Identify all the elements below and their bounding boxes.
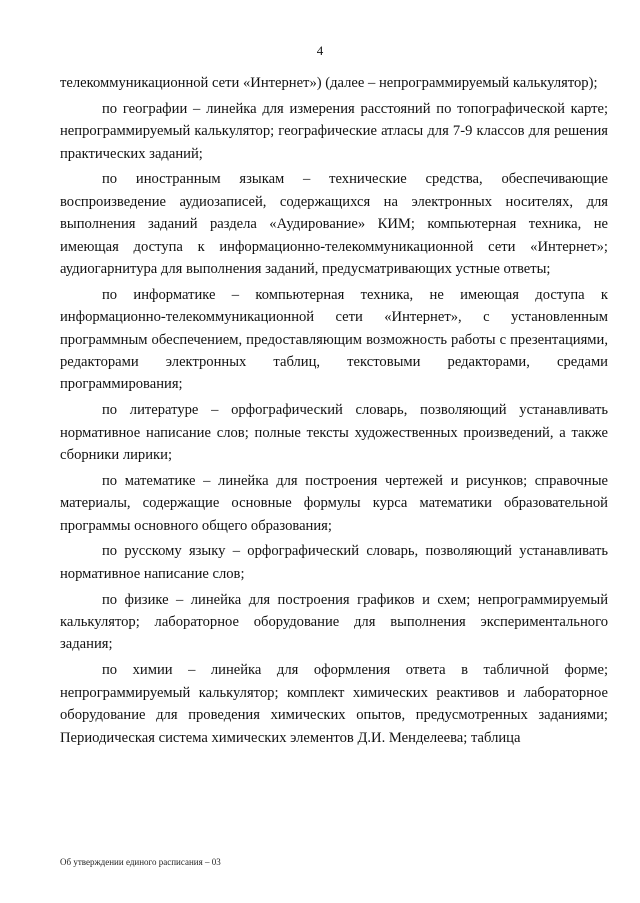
paragraph-mathematics: по математике – линейка для построения чертежей и рисунков; справочные материалы, содержащие основные формулы курса математики образовательной программы основного общего образования; <box>60 472 608 534</box>
paragraph-literature: по литературе – орфографический словарь, позволяющий устанавливать нормативное написание слов; полные тексты художественных произведений, а также сборники лирики; <box>60 402 608 464</box>
paragraph-physics: по физике – линейка для построения графиков и схем; непрограммируемый калькулятор; лабораторное оборудование для выполнения экспериментального задания; <box>60 591 608 653</box>
paragraph-chemistry: по химии – линейка для оформления ответа в табличной форме; непрограммируемый калькулятор; комплект химических реактивов и лабораторное оборудование для проведения химических опытов, предусмотренных заданиями; Периодическая система химических элементов Д.И. Менделеева; таблица <box>60 662 608 746</box>
paragraph-informatics: по информатике – компьютерная техника, не имеющая доступа к информационно-телекоммуникационной сети «Интернет», с установленным программным обеспечением, предоставляющим возможность работы с презентациями, редакторами электронных таблиц, текстовыми редакторами, средами программирования; <box>60 286 608 393</box>
footer-note: Об утверждении единого расписания – 03 <box>60 857 221 867</box>
paragraph-geography: по географии – линейка для измерения расстояний по топографической карте; непрограммируемый калькулятор; географические атласы для 7-9 классов для решения практических заданий; <box>60 100 608 162</box>
paragraph-foreign-languages: по иностранным языкам – технические средства, обеспечивающие воспроизведение аудиозаписей, содержащихся на электронных носителях, для выполнения заданий раздела «Аудирование» КИМ; компьютерная техника, не имеющая доступа к информационно-телекоммуникационной сети «Интернет»; аудиогарнитура для выполнения заданий, предусматривающих устные ответы; <box>60 171 608 278</box>
page-number: 4 <box>316 43 324 58</box>
document-body <box>60 72 608 752</box>
paragraph-russian-language: по русскому языку – орфографический словарь, позволяющий устанавливать нормативное написание слов; <box>60 543 608 582</box>
paragraph-continuation: телекоммуникационной сети «Интернет») (далее – непрограммируемый калькулятор); <box>60 75 598 91</box>
